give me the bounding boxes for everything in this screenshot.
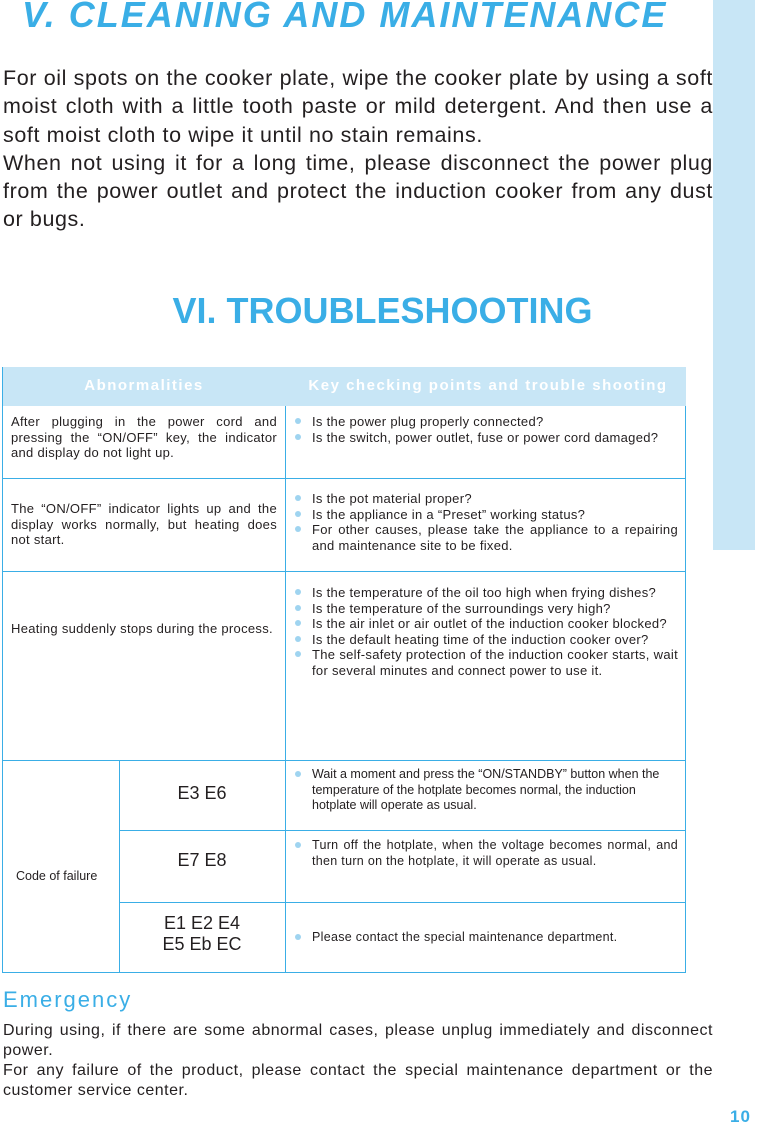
table-border-left bbox=[2, 367, 3, 973]
table-row-checks bbox=[290, 414, 678, 445]
table-row-abnormality: After plugging in the power cord and pressing the “ON/OFF” key, the indicator and display do not light up. bbox=[11, 414, 277, 460]
section5-title: V. CLEANING AND MAINTENANCE bbox=[22, 0, 668, 35]
emergency-body bbox=[3, 1021, 713, 1101]
table-row-divider bbox=[2, 760, 686, 761]
check-item: Is the temperature of the surroundings very high? bbox=[290, 601, 678, 617]
header-key-points: Key checking points and trouble shooting bbox=[308, 377, 668, 394]
side-tab-bar bbox=[713, 0, 779, 560]
table-row-abnormality: The “ON/OFF” indicator lights up and the display works normally, but heating does not start. bbox=[11, 501, 277, 547]
header-abnormalities: Abnormalities bbox=[84, 377, 204, 394]
section5-para1: For oil spots on the cooker plate, wipe the cooker plate by using a soft moist cloth with a little tooth paste or mild detergent. And then use a soft moist cloth to wipe it until no stain remains. bbox=[3, 66, 713, 147]
section5-body bbox=[3, 64, 713, 234]
table-row-divider bbox=[2, 571, 686, 572]
table-divider-column bbox=[285, 406, 286, 973]
check-item: Turn off the hotplate, when the voltage becomes normal, and then turn on the hotplate, it will operate as usual. bbox=[290, 838, 678, 869]
failure-code-check bbox=[290, 767, 678, 814]
table-row-divider bbox=[119, 830, 686, 831]
emergency-title: Emergency bbox=[3, 987, 133, 1012]
check-item: For other causes, please take the appliance to a repairing and maintenance site to be fixed. bbox=[290, 522, 678, 553]
table-row-divider bbox=[119, 902, 686, 903]
check-item: Is the pot material proper? bbox=[290, 491, 678, 507]
troubleshooting-table bbox=[2, 367, 686, 973]
failure-code-line: E3 E6 bbox=[177, 783, 227, 803]
check-item: Is the power plug properly connected? bbox=[290, 414, 678, 430]
check-item: Is the default heating time of the induction cooker over? bbox=[290, 632, 678, 648]
page-number: 10 bbox=[730, 1107, 751, 1126]
failure-code-label: Code of failure bbox=[16, 869, 98, 883]
check-item: Is the switch, power outlet, fuse or power cord damaged? bbox=[290, 430, 678, 446]
side-tab-label: Troubleshooting bbox=[753, 380, 779, 560]
table-header bbox=[2, 367, 686, 408]
section6-title: VI. TROUBLESHOOTING bbox=[172, 290, 593, 331]
table-row-abnormality: Heating suddenly stops during the process. bbox=[11, 621, 273, 636]
emergency-para1: During using, if there are some abnormal cases, please unplug immediately and disconnect power. bbox=[3, 1022, 713, 1059]
section5-para2: When not using it for a long time, please disconnect the power plug from the power outlet and protect the induction cooker from any dust or bugs. bbox=[3, 150, 713, 232]
emergency-para2: For any failure of the product, please contact the special maintenance department or the customer service center. bbox=[3, 1062, 713, 1099]
side-tab bbox=[713, 0, 779, 560]
table-row-divider bbox=[2, 478, 686, 479]
failure-code-line: E7 E8 bbox=[177, 850, 227, 870]
check-item: Is the appliance in a “Preset” working status? bbox=[290, 507, 678, 523]
check-item: Is the air inlet or air outlet of the induction cooker blocked? bbox=[290, 616, 678, 632]
table-border-right bbox=[685, 406, 686, 973]
failure-code-line: E1 E2 E4 bbox=[163, 913, 241, 933]
failure-code bbox=[119, 913, 285, 955]
check-item: Wait a moment and press the “ON/STANDBY” button when the temperature of the hotplate becomes normal, the induction hotplate will operate as usual. bbox=[290, 767, 678, 814]
failure-code bbox=[119, 850, 285, 871]
check-item: Please contact the special maintenance department. bbox=[290, 930, 678, 946]
failure-code bbox=[119, 783, 285, 804]
failure-code-check bbox=[290, 838, 678, 869]
failure-code-check bbox=[290, 930, 678, 946]
check-item: The self-safety protection of the induction cooker starts, wait for several minutes and connect power to use it. bbox=[290, 647, 678, 678]
check-item: Is the temperature of the oil too high when frying dishes? bbox=[290, 585, 678, 601]
table-border-bottom bbox=[2, 972, 686, 973]
failure-code-line: E5 Eb EC bbox=[162, 934, 242, 954]
table-row-checks bbox=[290, 585, 678, 678]
table-row-checks bbox=[290, 491, 678, 553]
